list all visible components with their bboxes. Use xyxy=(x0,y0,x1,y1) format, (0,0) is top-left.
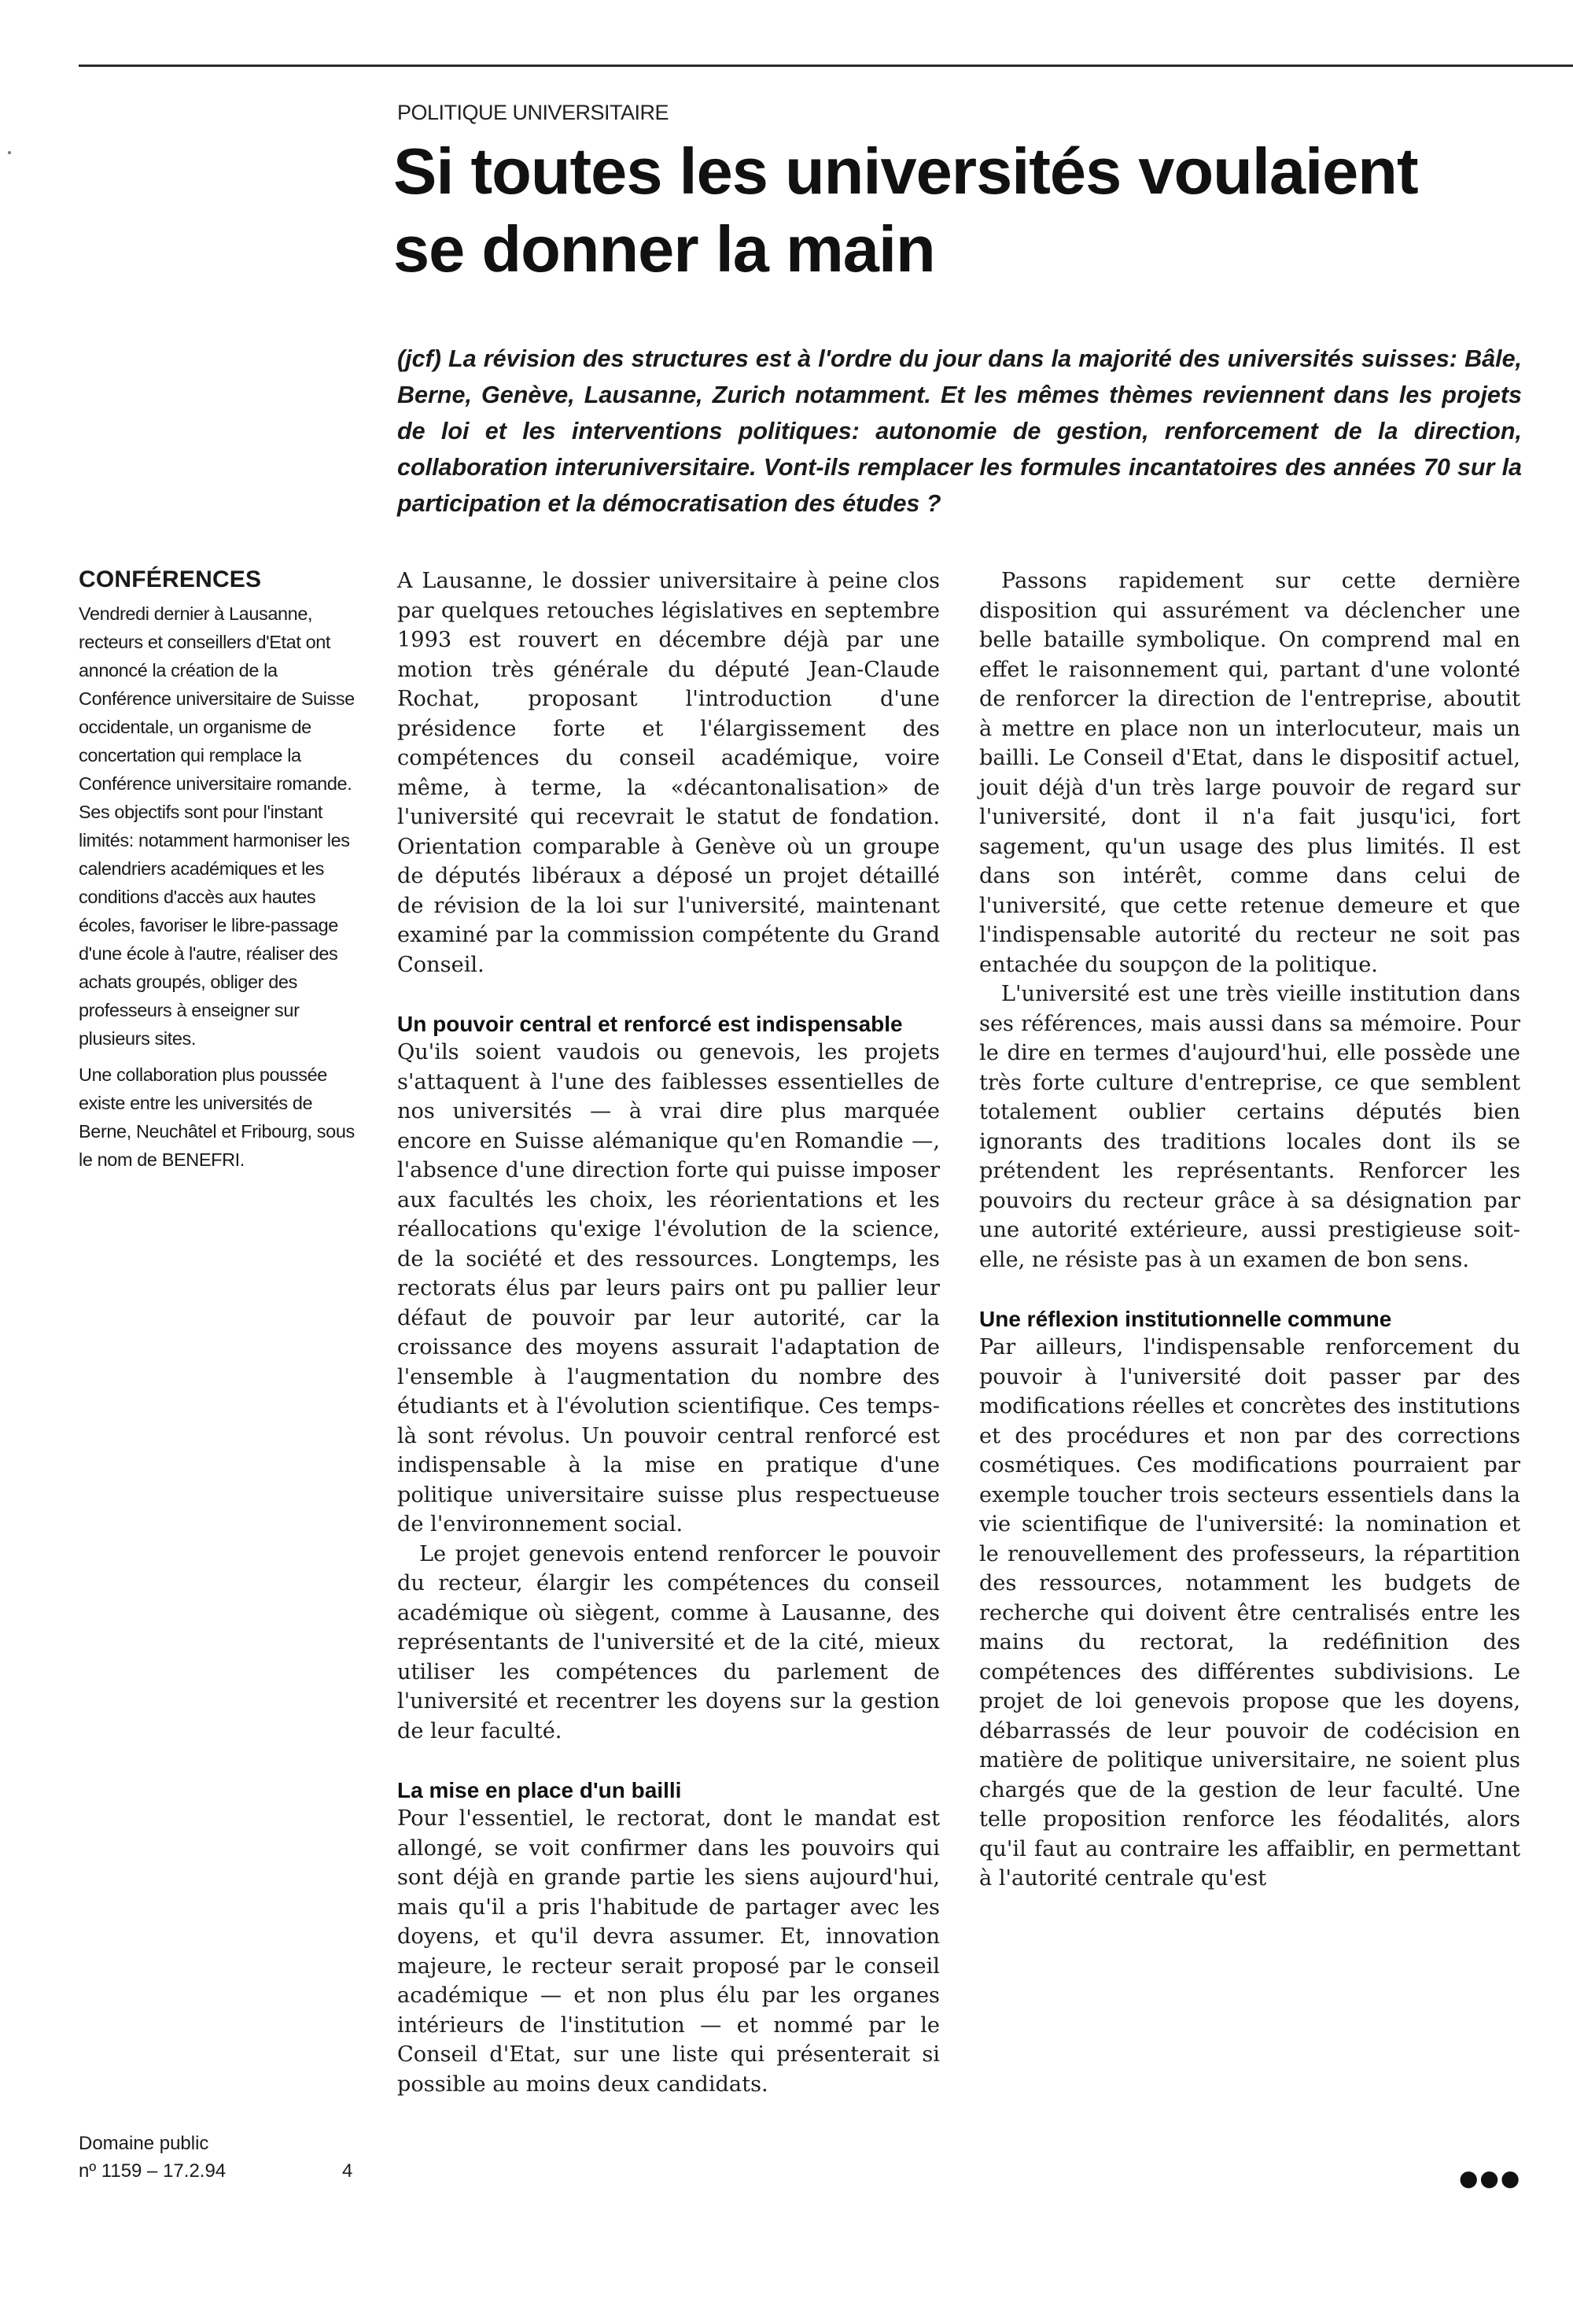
body-paragraph: Pour l'essentiel, le rectorat, dont le mandat est allongé, se voit confirmer dans les pouvoirs qui sont déjà en grande partie les siens aujourd'hui, mais qu'il a pris l'habitude de partager avec les doyens, et qu'il devra assumer. Et, innovation majeure, le recteur serait proposé par le conseil académique — et non plus élu par les organes intérieurs de l'institution — et nommé par le Conseil d'Etat, sur une liste qui présenterait si possible au moins deux candidats. xyxy=(397,1806,940,2097)
sidebar-paragraph: Vendredi dernier à Lausanne, recteurs et conseillers d'Etat ont annoncé la création de la Conférence universitaire de Suisse occidentale, un organisme de concertation qui remplace la Conférence universitaire romande. Ses objectifs sont pour l'instant limités: notamment harmoniser les calendriers académiques et les conditions d'accès aux hautes écoles, favoriser le libre-passage d'une école à l'autre, réaliser des achats groupés, obliger des professeurs à enseigner sur plusieurs sites. xyxy=(79,603,355,1049)
body-paragraph: A Lausanne, le dossier universitaire à peine clos par quelques retouches législatives en septembre 1993 est rouvert en décembre déjà par une motion très générale du député Jean-Claude Rochat, proposant l'introduction d'une présidence forte et l'élargissement des compétences du conseil académique, voire même, à terme, la «décantonalisation» de l'université qui recevrait le statut de fondation. Orientation comparable à Genève où un groupe de députés libéraux a déposé un projet détaillé de révision de la loi sur l'université, maintenant examiné par la commission compétente du Grand Conseil. xyxy=(397,569,940,977)
sidebar-title: CONFÉRENCES xyxy=(79,566,262,592)
body-paragraph: L'université est une très vieille institution dans ses références, mais aussi dans sa mémoire. Pour le dire en termes d'aujourd'hui, elle possède une très forte culture d'entreprise, ce que semblent totalement oublier certains députés bien ignorants des traditions locales dont ils se prétendent les représentants. Renforcer les pouvoirs du recteur grâce à sa désignation par une autorité extérieure, aussi prestigieuse soit-elle, ne résiste pas à un examen de bon sens. xyxy=(979,982,1520,1272)
top-rule xyxy=(79,65,1573,67)
article-lead: (jcf) La révision des structures est à l'ordre du jour dans la majorité des universités suisses: Bâle, Berne, Genève, Lausanne, Zurich notamment. Et les mêmes thèmes reviennent dans les projets de loi et les interventions politiques: autonomie de gestion, renforcement de la direction, collaboration interuniversitaire. Vont-ils remplacer les formules incantatoires des années 70 sur la participation et la démocratisation des études ? xyxy=(397,345,1522,517)
sidebar-paragraph: Une collaboration plus poussée existe entre les universités de Berne, Neuchâtel et Fribourg, sous le nom de BENEFRI. xyxy=(79,1064,355,1170)
article-column-1 xyxy=(397,566,940,2099)
body-paragraph: Par ailleurs, l'indispensable renforcement du pouvoir à l'université doit passer par des modifications réelles et concrètes des institutions et des procédures et non par des corrections cosmétiques. Ces modifications pourraient par exemple toucher trois secteurs essentiels dans la vie scientifique de l'université: la nomination et le renouvellement des professeurs, la répartition des ressources, notamment les budgets de recherche qui doivent être centralisés entre les mains du rectorat, la redéfinition des compétences des différentes subdivisions. Le projet de loi genevois propose que les doyens, débarrassés de leur pouvoir de codécision en matière de politique universitaire, ne soient plus chargés que de la gestion de leur faculté. Une telle proposition renforce les féodalités, alors qu'il faut au contraire les affaiblir, en permettant à l'autorité centrale qu'est xyxy=(979,1335,1520,1891)
continued-marker: ●●● xyxy=(1459,2165,1522,2191)
issue-info: nº 1159 – 17.2.94 xyxy=(79,2160,227,2182)
article-title: Si toutes les universités voulaient se donner la main xyxy=(393,135,1418,286)
body-paragraph: Passons rapidement sur cette dernière disposition qui assurément va déclencher une belle bataille symbolique. On comprend mal en effet le raisonnement qui, partant d'une volonté de renforcer la direction de l'entreprise, aboutit à mettre en place non un interlocuteur, mais un bailli. Le Conseil d'Etat, dans le dispositif actuel, jouit déjà d'un très large pouvoir de regard sur l'université, dont il n'a fait jusqu'ici, fort sagement, qu'un usage des plus limités. Il est dans son intérêt, comme dans celui de l'université, que cette retenue demeure et que l'indispensable autorité du recteur ne soit pas entachée du soupçon de la politique. xyxy=(979,569,1520,977)
subheading: La mise en place d'un bailli xyxy=(397,1778,682,1802)
subheading: Un pouvoir central et renforcé est indispensable xyxy=(397,1012,903,1036)
article-column-2 xyxy=(979,566,1520,1894)
page-number: 4 xyxy=(342,2160,353,2182)
sidebar-box xyxy=(79,566,358,1182)
section-kicker: POLITIQUE UNIVERSITAIRE xyxy=(397,101,669,124)
subheading: Une réflexion institutionnelle commune xyxy=(979,1307,1392,1331)
body-paragraph: Le projet genevois entend renforcer le pouvoir du recteur, élargir les compétences du conseil académique où siègent, comme à Lausanne, des représentants de l'université et de la cité, mieux utiliser les compétences du parlement de l'université et recentrer les doyens sur la gestion de leur faculté. xyxy=(397,1541,940,1743)
publication-footer xyxy=(79,2130,378,2185)
publication-name: Domaine public xyxy=(79,2133,209,2154)
body-paragraph: Qu'ils soient vaudois ou genevois, les projets s'attaquent à l'une des faiblesses essentielles de nos universités — à vrai dire plus marquée encore en Suisse alémanique qu'en Romandie —, l'absence d'une direction forte qui puisse imposer aux facultés les choix, les réorientations et les réallocations qu'exige l'évolution de la science, de la société et des ressources. Longtemps, les rectorats élus par leurs pairs ont pu pallier leur défaut de pouvoir par leur autorité, car la croissance des moyens assurait l'adaptation de l'ensemble à l'augmentation du nombre des étudiants et à l'évolution scientifique. Ces temps-là sont révolus. Un pouvoir central renforcé est indispensable à la mise en pratique d'une politique universitaire suisse plus respectueuse de l'environnement social. xyxy=(397,1040,940,1536)
scan-speck xyxy=(8,151,11,154)
